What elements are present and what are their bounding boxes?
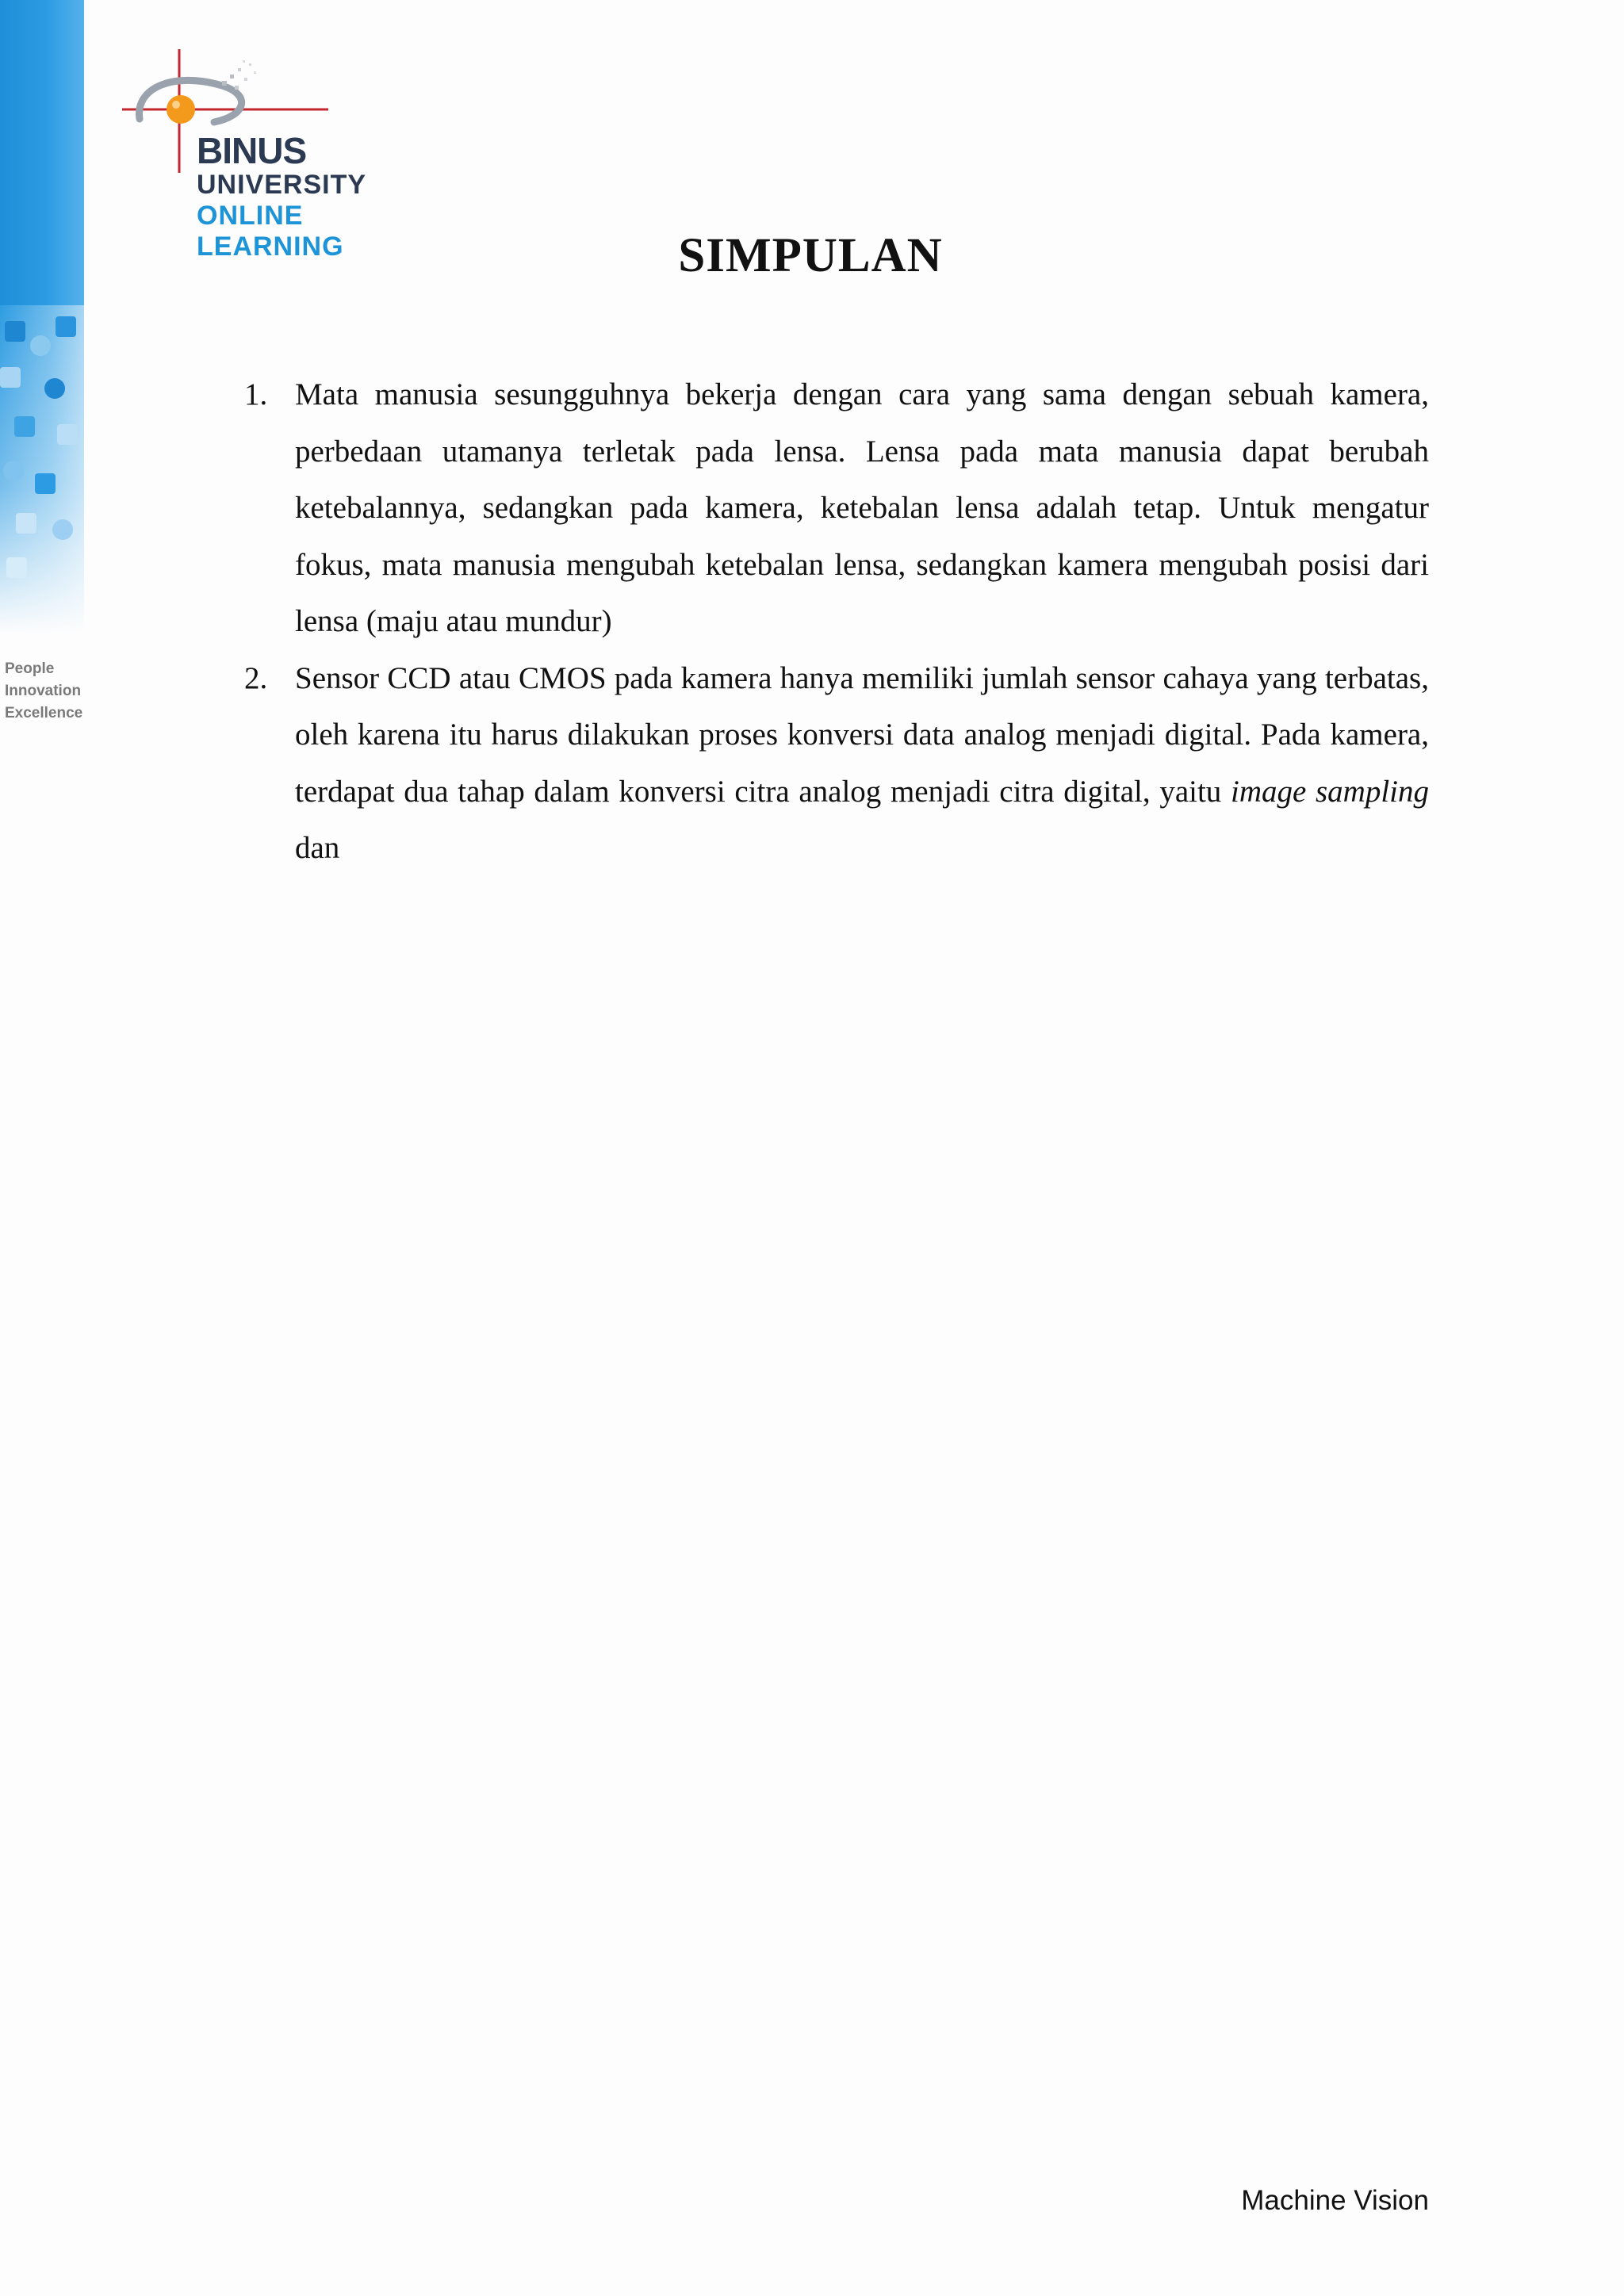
- mosaic-tile: [14, 416, 35, 437]
- list-item-text-end: dan: [295, 831, 340, 865]
- tagline-people: People: [5, 660, 55, 677]
- list-item-italic-term: image sampling: [1230, 774, 1429, 809]
- mosaic-tile: [0, 367, 21, 388]
- tagline-innovation: Innovation: [5, 683, 82, 699]
- list-item-number: 1.: [244, 377, 268, 411]
- mosaic-tile: [3, 461, 24, 481]
- mosaic-tile: [52, 519, 73, 540]
- list-item-text: Mata manusia sesungguhnya bekerja dengan cara yang sama dengan sebuah kamera, perbedaan utamanya terletak pada lensa. Lensa pada mata manusia dapat berubah ketebalannya, sedangkan pada kamera, ketebalan lensa adalah tetap. Untuk mengatur fokus, mata manusia mengubah ketebalan lensa, sedangkan kamera mengubah posisi dari lensa (maju atau mundur): [295, 377, 1429, 638]
- logo-binus-text: BINUS: [197, 130, 307, 171]
- logo-online-text: ONLINE: [197, 201, 304, 231]
- page-title: [0, 228, 1624, 284]
- side-decorative-strip: [0, 0, 84, 634]
- footer-course-name: Machine Vision: [1241, 2185, 1429, 2216]
- list-item: [244, 650, 1429, 877]
- mosaic-tile: [35, 473, 56, 494]
- list-item-text: Sensor CCD atau CMOS pada kamera hanya memiliki jumlah sensor cahaya yang terbatas, oleh karena itu harus dilakukan proses konversi data analog menjadi digital. Pada kamera, terdapat dua tahap dalam konversi citra analog menjadi citra digital, yaitu: [295, 660, 1429, 809]
- conclusion-list: [244, 366, 1429, 877]
- mosaic-tile: [30, 335, 51, 356]
- list-item-number: 2.: [244, 660, 268, 695]
- tagline: [5, 658, 82, 725]
- logo-university-text: UNIVERSITY: [197, 170, 367, 200]
- strip-mosaic: [0, 305, 84, 634]
- tagline-excellence: Excellence: [5, 705, 83, 721]
- page-title-text: SIMPULAN: [678, 229, 943, 282]
- mosaic-tile: [16, 513, 36, 534]
- mosaic-tile: [57, 424, 78, 445]
- list-item: [244, 366, 1429, 650]
- mosaic-tile: [44, 378, 65, 399]
- mosaic-tile: [5, 321, 25, 342]
- mosaic-tile: [56, 316, 76, 337]
- logo-learning-text: LEARNING: [197, 232, 344, 262]
- mosaic-tile: [6, 557, 27, 578]
